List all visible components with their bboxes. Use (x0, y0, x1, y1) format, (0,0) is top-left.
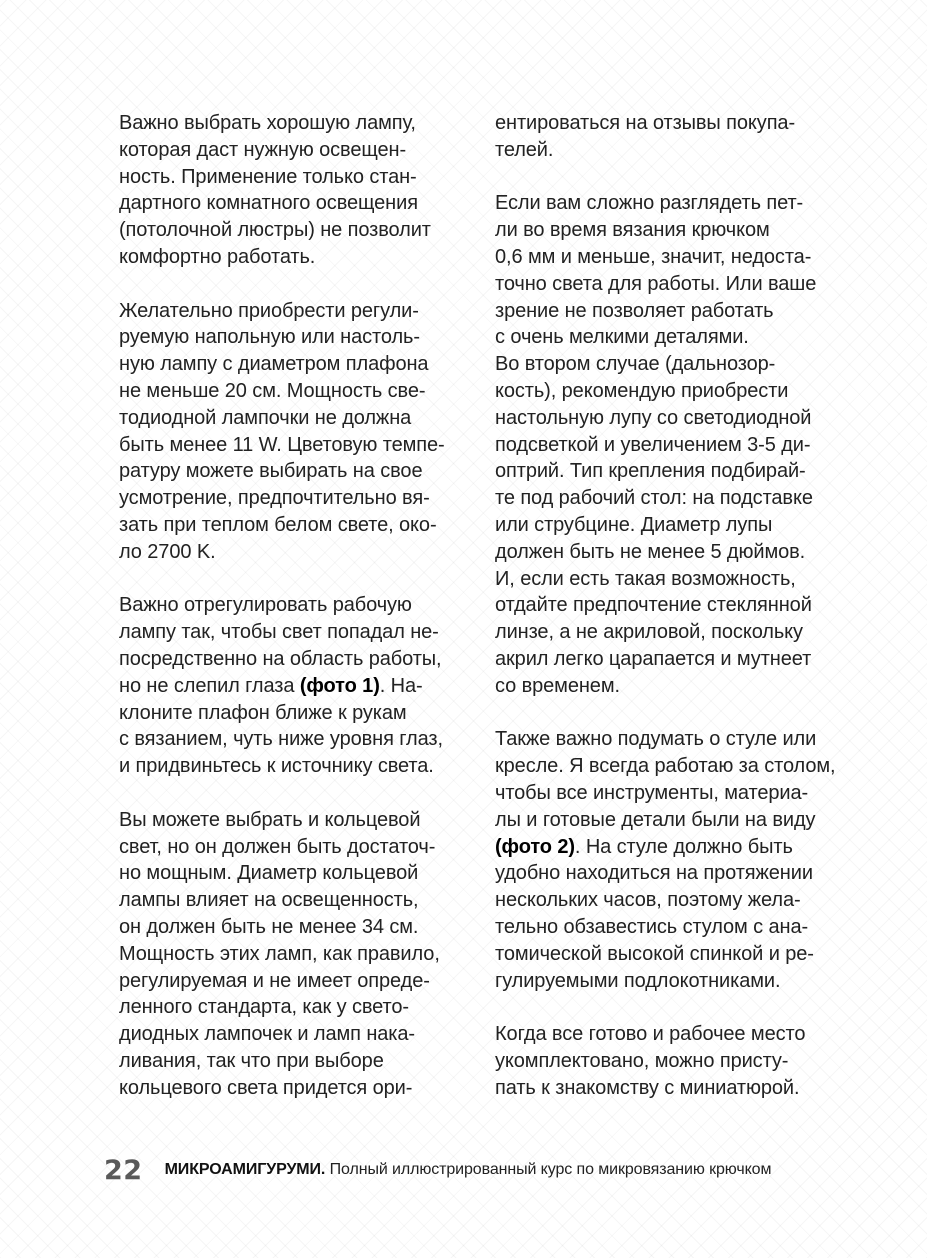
text-line: он должен быть не менее 34 см. (119, 915, 419, 938)
text-line: посредственно на область работы, (119, 647, 442, 670)
right-column (495, 110, 847, 1101)
text-line: акрил легко царапается и мутнеет (495, 647, 812, 670)
text-line: кресле. Я всегда работаю за столом, (495, 755, 836, 778)
text-segment: но не слепил глаза (119, 674, 300, 697)
text-line: Важно выбрать хорошую лампу, (119, 112, 416, 134)
book-subtitle: Полный иллюстрированный курс по микровязанию крючком (325, 1161, 772, 1178)
text-line: руемую напольную или настоль- (119, 326, 420, 349)
text-line: ленного стандарта, как у свето- (119, 996, 409, 1019)
text-line: 0,6 мм и меньше, значит, недоста- (495, 245, 812, 268)
text-line: Когда все готово и рабочее место (495, 1023, 806, 1046)
text-line: Желательно приобрести регули- (119, 299, 419, 322)
paragraph-lamp-adjust (119, 592, 471, 780)
text-line: ливания, так что при выборе (119, 1049, 384, 1072)
text-line: телей. (495, 138, 554, 161)
text-line: со временем. (495, 674, 620, 697)
photo-reference-1: (фото 1) (299, 674, 380, 697)
text-line: регулируемая и не имеет опреде- (119, 969, 430, 992)
text-line: свет, но он должен быть достаточ- (119, 835, 436, 858)
text-line: ентироваться на отзывы покупа- (495, 112, 796, 134)
text-line: комфортно работать. (119, 245, 316, 268)
text-line: ность. Применение только стан- (119, 165, 417, 188)
paragraph-eyesight (495, 190, 847, 351)
text-line: подсветкой и увеличением 3-5 ди- (495, 433, 811, 456)
text-line: (потолочной люстры) не позволит (119, 219, 431, 242)
text-line: те под рабочий стол: на подставке (495, 487, 813, 510)
text-line: ло 2700 K. (119, 540, 216, 563)
text-line: пать к знакомству с миниатюрой. (495, 1076, 800, 1099)
text-line: Если вам сложно разглядеть пет- (495, 192, 804, 215)
text-line: зать при теплом белом свете, око- (119, 513, 437, 536)
text-line: тельно обзавестись стулом с ана- (495, 915, 809, 938)
text-line: Важно отрегулировать рабочую (119, 594, 412, 617)
text-line: оптрий. Тип крепления подбирай- (495, 460, 806, 483)
text-line: лампу так, чтобы свет попадал не- (119, 621, 439, 644)
text-line: Мощность этих ламп, как правило, (119, 942, 440, 965)
text-line: и придвиньтесь к источнику света. (119, 755, 434, 778)
text-line: дартного комнатного освещения (119, 192, 418, 215)
left-column (119, 110, 471, 1101)
text-line: Во втором случае (дальнозор- (495, 353, 776, 376)
photo-reference-2: (фото 2) (495, 835, 575, 858)
text-line: ли во время вязания крючком (495, 219, 770, 242)
text-segment: . На- (379, 674, 423, 697)
text-line: укомплектовано, можно присту- (495, 1049, 789, 1072)
text-line (119, 673, 471, 700)
text-line: кольцевого света придется ори- (119, 1076, 413, 1099)
text-line: но мощным. Диаметр кольцевой (119, 862, 419, 885)
paragraph-lamp-choice (119, 110, 471, 271)
paragraph-lamp-specs (119, 298, 471, 566)
text-line: лы и готовые детали были на виду (495, 808, 816, 831)
text-line: с вязанием, чуть ниже уровня глаз, (119, 728, 443, 751)
paragraph-ring-light (119, 807, 471, 1102)
paragraph-ring-light-continued (495, 110, 847, 164)
page-number: 22 (104, 1154, 143, 1186)
paragraph-ready (495, 1021, 847, 1101)
text-line: усмотрение, предпочтительно вя- (119, 487, 430, 510)
text-line: должен быть не менее 5 дюймов. (495, 540, 806, 563)
text-line: отдайте предпочтение стеклянной (495, 594, 812, 617)
text-line: зрение не позволяет работать (495, 299, 774, 322)
text-line: которая даст нужную освещен- (119, 138, 407, 161)
text-segment: . На стуле должно быть (574, 835, 793, 858)
text-line: линзе, а не акриловой, поскольку (495, 621, 803, 644)
text-line: чтобы все инструменты, материа- (495, 781, 809, 804)
text-line: с очень мелкими деталями. (495, 326, 749, 349)
text-line: Также важно подумать о стуле или (495, 728, 817, 751)
book-title: МИКРОАМИГУРУМИ. (164, 1161, 326, 1178)
text-line: ную лампу с диаметром плафона (119, 353, 429, 376)
text-line: диодных лампочек и ламп нака- (119, 1023, 415, 1046)
text-line: тодиодной лампочки не должна (119, 406, 412, 429)
text-line: кость), рекомендую приобрести (495, 379, 789, 402)
text-line: нескольких часов, поэтому жела- (495, 889, 801, 912)
text-line: или струбцине. Диаметр лупы (495, 513, 773, 536)
text-line: гулируемыми подлокотниками. (495, 969, 781, 992)
text-line: настольную лупу со светодиодной (495, 406, 812, 429)
text-line: быть менее 11 W. Цветовую темпе- (119, 433, 445, 456)
text-line: точно света для работы. Или ваше (495, 272, 817, 295)
text-line: удобно находиться на протяжении (495, 862, 813, 885)
text-line: лампы влияет на освещенность, (119, 889, 419, 912)
paragraph-chair (495, 726, 847, 994)
text-line: клоните плафон ближе к рукам (119, 701, 407, 724)
running-title (165, 1161, 772, 1179)
text-line: ратуру можете выбирать на свое (119, 460, 423, 483)
text-line: томической высокой спинкой и ре- (495, 942, 814, 965)
paragraph-magnifier (495, 351, 847, 699)
text-line (495, 834, 847, 861)
text-line: Вы можете выбрать и кольцевой (119, 808, 421, 831)
text-line: И, если есть такая возможность, (495, 567, 796, 590)
text-line: не меньше 20 см. Мощность све- (119, 379, 426, 402)
page-footer (104, 1152, 864, 1188)
